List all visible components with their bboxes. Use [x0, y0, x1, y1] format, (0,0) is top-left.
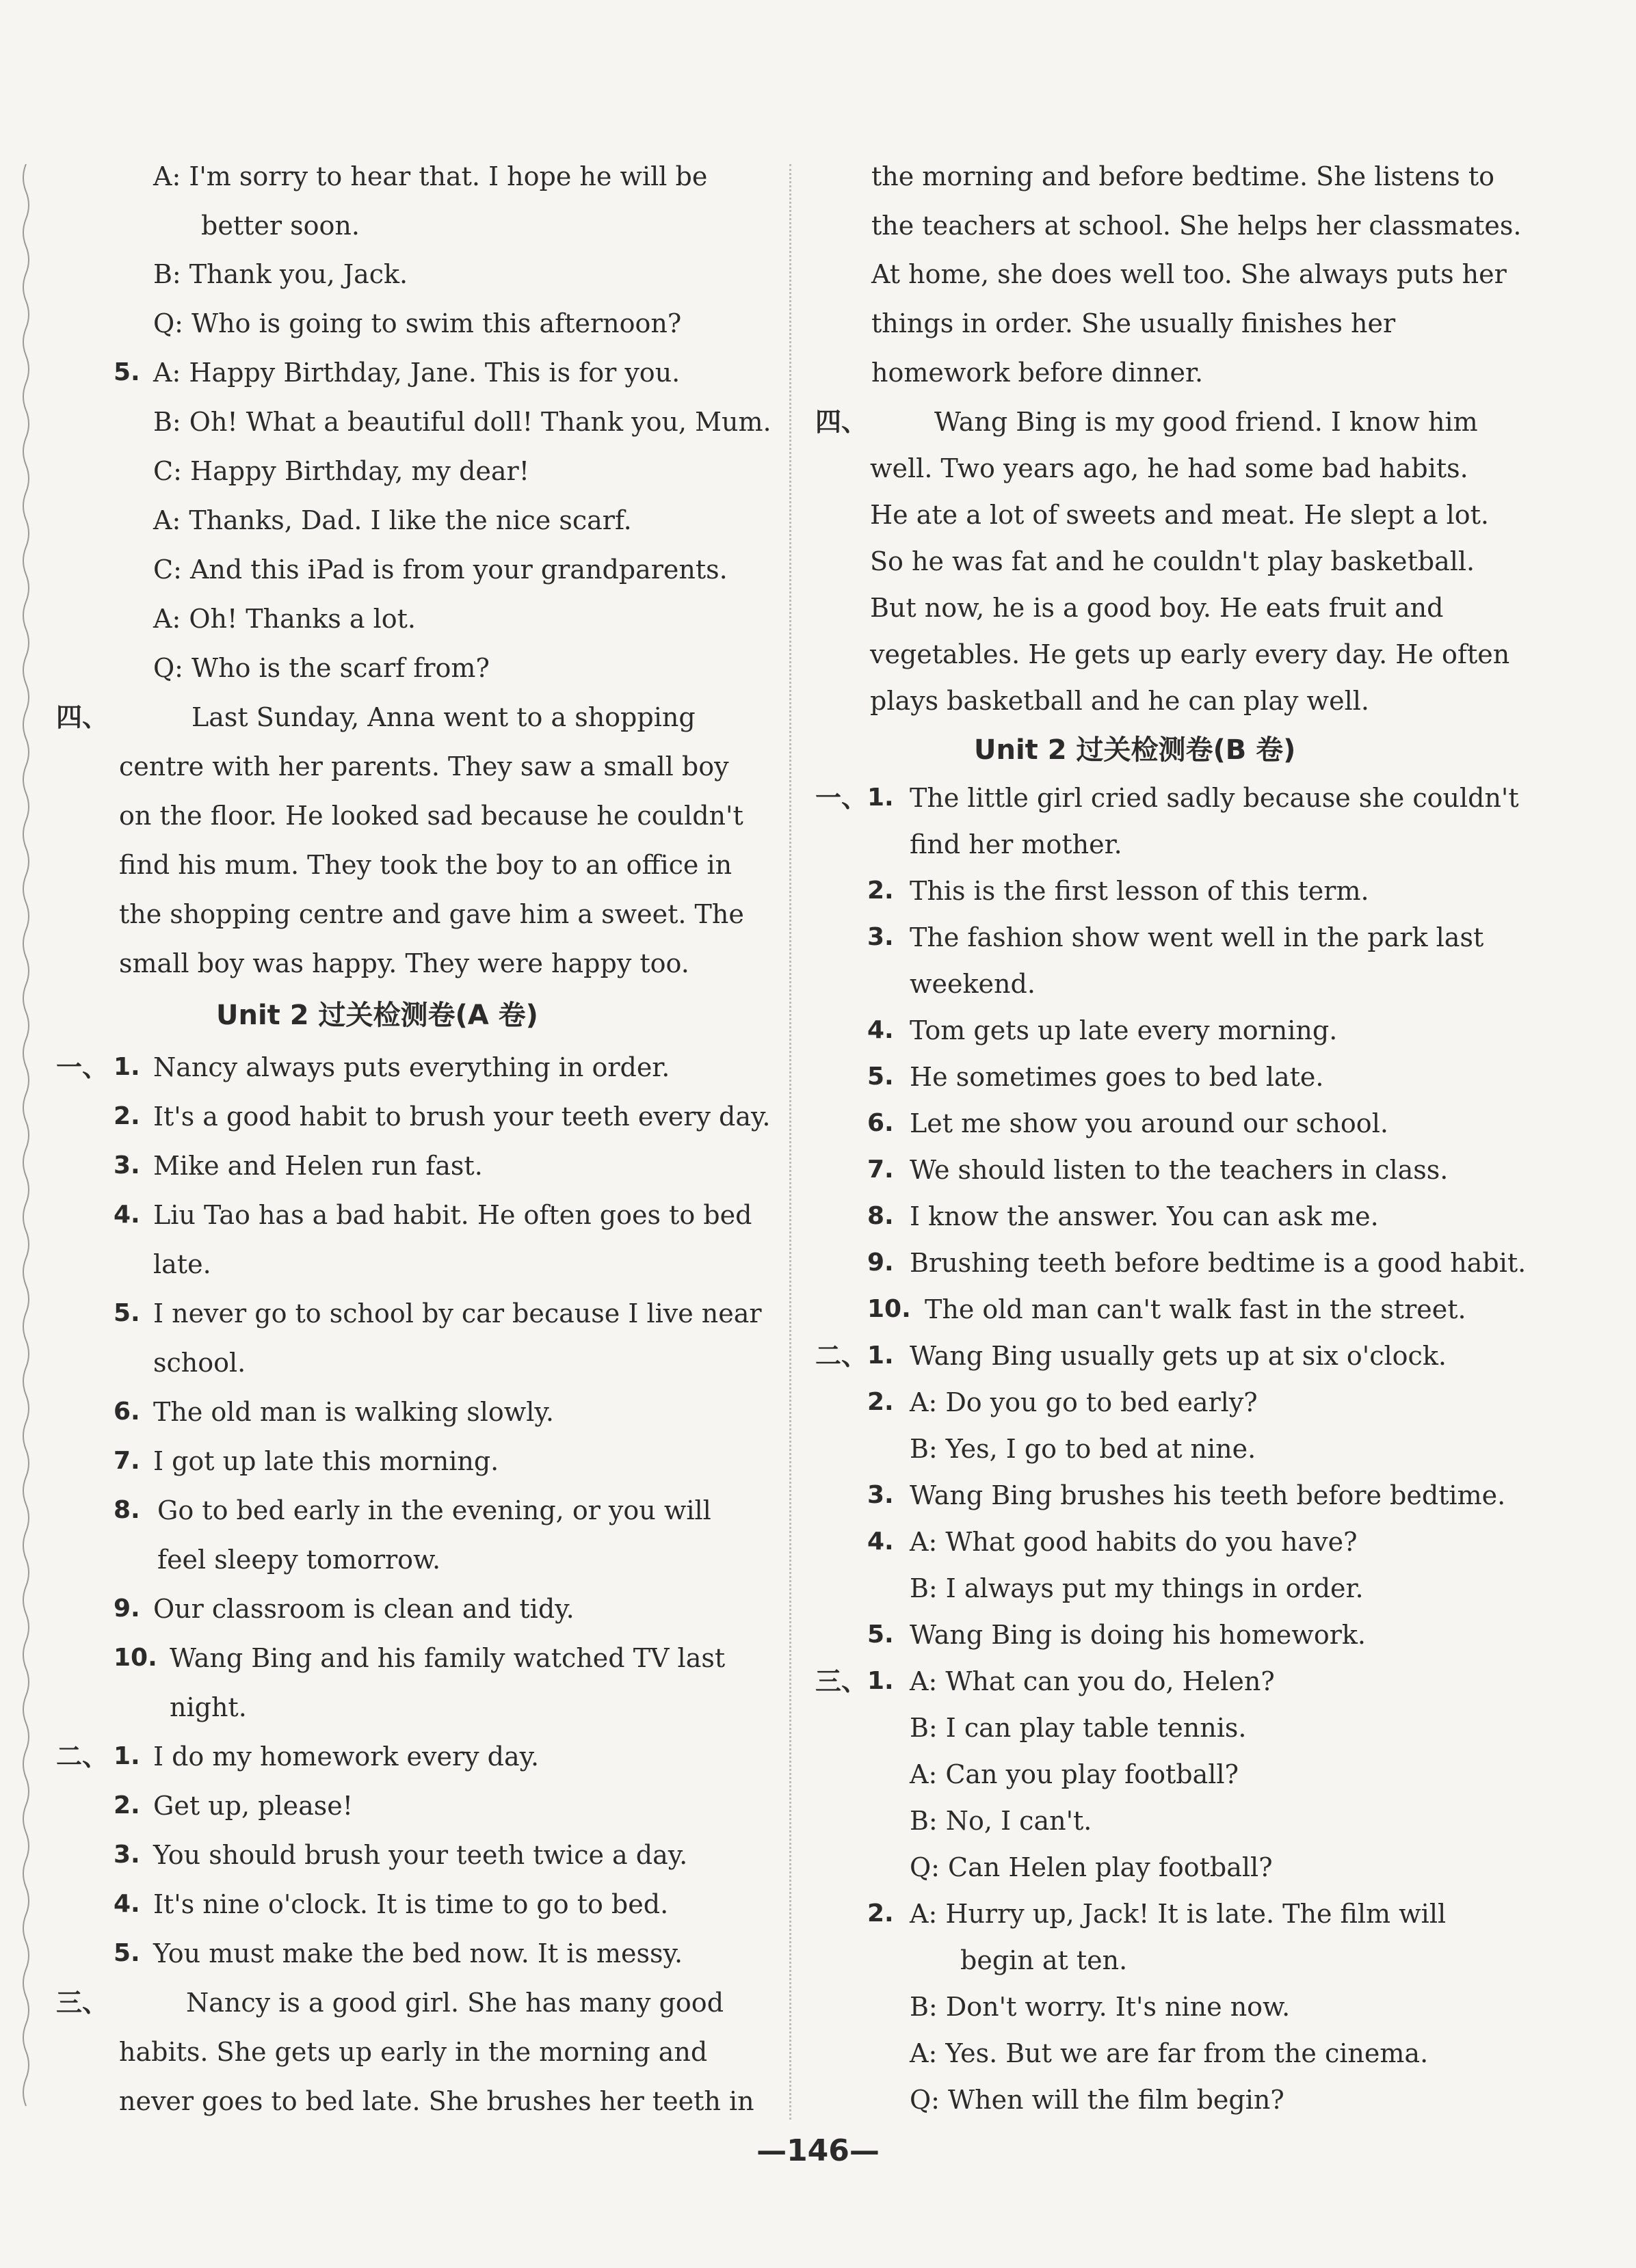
text-line: small boy was happy. They were happy too.: [119, 948, 689, 978]
text-line: Nancy always puts everything in order.: [153, 1052, 670, 1082]
text-line: B: No, I can't.: [910, 1806, 1092, 1836]
text-line: A: Can you play football?: [910, 1759, 1239, 1789]
text-line: things in order. She usually finishes her: [871, 308, 1396, 338]
text-line: The old man is walking slowly.: [153, 1397, 554, 1427]
item-number: 3.: [867, 1481, 894, 1509]
text-line: Q: Who is the scarf from?: [153, 653, 490, 683]
section-marker: 三、: [815, 1666, 868, 1696]
text-line: You should brush your teeth twice a day.: [153, 1840, 688, 1870]
item-number: 1.: [114, 1053, 140, 1081]
text-line: find her mother.: [910, 829, 1122, 859]
text-line: habits. She gets up early in the morning and: [119, 2037, 708, 2067]
text-line: feel sleepy tomorrow.: [157, 1545, 441, 1575]
text-line: A: I'm sorry to hear that. I hope he will be: [153, 161, 708, 191]
text-line: better soon.: [201, 211, 360, 241]
item-number: 2.: [114, 1102, 140, 1130]
text-line: night.: [170, 1692, 247, 1722]
item-number: 1.: [867, 1667, 894, 1695]
text-line: We should listen to the teachers in class.: [910, 1155, 1449, 1185]
text-line: A: Do you go to bed early?: [910, 1387, 1258, 1417]
page-number-value: 146: [787, 2133, 849, 2168]
item-number: 4.: [114, 1890, 140, 1918]
section-marker: 四、: [56, 702, 109, 732]
item-number: 10.: [867, 1295, 911, 1323]
text-line: It's a good habit to brush your teeth every day.: [153, 1102, 771, 1132]
item-number: 2.: [114, 1791, 140, 1819]
text-line: homework before dinner.: [871, 358, 1204, 388]
text-line: Get up, please!: [153, 1791, 354, 1821]
text-line: A: Happy Birthday, Jane. This is for you.: [153, 358, 681, 388]
text-line: find his mum. They took the boy to an office in: [119, 850, 733, 880]
section-marker: 三、: [56, 1988, 109, 2018]
text-line: weekend.: [910, 969, 1035, 999]
text-line: A: Yes. But we are far from the cinema.: [910, 2038, 1429, 2068]
text-line: I know the answer. You can ask me.: [910, 1201, 1379, 1231]
text-line: Wang Bing brushes his teeth before bedtime.: [910, 1480, 1506, 1510]
text-line: never goes to bed late. She brushes her teeth in: [119, 2086, 754, 2116]
text-line: Mike and Helen run fast.: [153, 1151, 483, 1181]
item-number: 4.: [867, 1527, 894, 1556]
item-number: 4.: [114, 1201, 140, 1229]
text-line: This is the first lesson of this term.: [910, 876, 1369, 906]
item-number: 5.: [867, 1620, 894, 1649]
text-line: school.: [153, 1348, 246, 1378]
page-number: —146—: [756, 2133, 880, 2168]
text-line: the shopping centre and gave him a sweet. The: [119, 899, 744, 929]
item-number: 9.: [867, 1249, 894, 1277]
text-line: So he was fat and he couldn't play basketball.: [870, 546, 1475, 576]
text-line: the morning and before bedtime. She listens to: [871, 161, 1494, 191]
item-number: 9.: [114, 1595, 140, 1623]
text-line: B: Yes, I go to bed at nine.: [910, 1434, 1256, 1464]
item-number: 8.: [114, 1496, 140, 1524]
text-line: Wang Bing usually gets up at six o'clock.: [910, 1341, 1447, 1371]
item-number: 6.: [867, 1109, 894, 1137]
text-line: Go to bed early in the evening, or you will: [157, 1495, 711, 1525]
text-line: well. Two years ago, he had some bad habits.: [870, 453, 1468, 483]
text-line: But now, he is a good boy. He eats fruit and: [870, 593, 1444, 623]
text-line: A: Hurry up, Jack! It is late. The film will: [910, 1899, 1447, 1929]
column-divider: [789, 164, 791, 2120]
text-line: You must make the bed now. It is messy.: [153, 1938, 683, 1969]
item-number: 7.: [867, 1156, 894, 1184]
item-number: 5.: [114, 1299, 140, 1327]
text-line: the teachers at school. She helps her classmates.: [871, 211, 1522, 241]
text-line: centre with her parents. They saw a small boy: [119, 751, 729, 782]
item-number: 5.: [114, 358, 140, 386]
section-marker: 一、: [56, 1052, 109, 1082]
text-line: Tom gets up late every morning.: [910, 1015, 1338, 1045]
item-number: 1.: [114, 1742, 140, 1770]
text-line: I got up late this morning.: [153, 1446, 499, 1476]
text-line: B: Oh! What a beautiful doll! Thank you, Mum.: [153, 407, 771, 437]
text-line: A: What good habits do you have?: [910, 1527, 1358, 1557]
item-number: 2.: [867, 1388, 894, 1416]
item-number: 7.: [114, 1447, 140, 1475]
text-line: C: Happy Birthday, my dear!: [153, 456, 529, 486]
text-line: Wang Bing and his family watched TV last: [170, 1643, 726, 1673]
text-line: A: Thanks, Dad. I like the nice scarf.: [153, 505, 632, 535]
text-line: plays basketball and he can play well.: [870, 686, 1369, 716]
item-number: 5.: [114, 1939, 140, 1967]
text-line: A: Oh! Thanks a lot.: [153, 604, 416, 634]
item-number: 2.: [867, 877, 894, 905]
text-line: I do my homework every day.: [153, 1742, 540, 1772]
item-number: 3.: [114, 1151, 140, 1179]
item-number: 3.: [867, 923, 894, 951]
text-line: I never go to school by car because I live near: [153, 1298, 762, 1329]
item-number: 3.: [114, 1841, 140, 1869]
binding-edge: [19, 164, 33, 2120]
section-marker: 二、: [815, 1341, 868, 1371]
section-title: Unit 2 过关检测卷(A 卷): [216, 1000, 538, 1031]
item-number: 5.: [867, 1063, 894, 1091]
text-line: The old man can't walk fast in the street.: [925, 1294, 1466, 1324]
text-line: Wang Bing is doing his homework.: [910, 1620, 1366, 1650]
item-number: 1.: [867, 1342, 894, 1370]
text-line: B: Thank you, Jack.: [153, 259, 408, 289]
section-marker: 一、: [815, 783, 868, 813]
text-line: Q: Can Helen play football?: [910, 1852, 1273, 1882]
text-line: B: I can play table tennis.: [910, 1713, 1247, 1743]
item-number: 8.: [867, 1202, 894, 1230]
text-line: begin at ten.: [960, 1945, 1128, 1975]
text-line: Last Sunday, Anna went to a shopping: [192, 702, 696, 732]
item-number: 4.: [867, 1016, 894, 1044]
text-line: Our classroom is clean and tidy.: [153, 1594, 575, 1624]
text-line: B: Don't worry. It's nine now.: [910, 1992, 1291, 2022]
text-line: late.: [153, 1249, 211, 1279]
section-marker: 四、: [815, 407, 868, 437]
text-line: Let me show you around our school.: [910, 1108, 1388, 1138]
text-line: He sometimes goes to bed late.: [910, 1062, 1324, 1092]
section-marker: 二、: [56, 1742, 109, 1772]
text-line: B: I always put my things in order.: [910, 1573, 1364, 1603]
item-number: 10.: [114, 1644, 157, 1672]
text-line: It's nine o'clock. It is time to go to bed.: [153, 1889, 669, 1919]
text-line: A: What can you do, Helen?: [910, 1666, 1275, 1696]
item-number: 1.: [867, 784, 894, 812]
text-line: He ate a lot of sweets and meat. He slept a lot.: [870, 500, 1489, 530]
text-line: Wang Bing is my good friend. I know him: [934, 407, 1478, 437]
text-line: Q: Who is going to swim this afternoon?: [153, 308, 682, 338]
text-line: Q: When will the film begin?: [910, 2085, 1284, 2115]
text-line: Liu Tao has a bad habit. He often goes to bed: [153, 1200, 752, 1230]
text-line: vegetables. He gets up early every day. He often: [870, 639, 1510, 669]
item-number: 2.: [867, 1899, 894, 1927]
text-line: Brushing teeth before bedtime is a good habit.: [910, 1248, 1527, 1278]
item-number: 6.: [114, 1398, 140, 1426]
text-line: The fashion show went well in the park last: [910, 922, 1484, 952]
text-line: At home, she does well too. She always puts her: [871, 259, 1507, 289]
text-line: Nancy is a good girl. She has many good: [186, 1988, 724, 2018]
text-line: The little girl cried sadly because she couldn't: [910, 783, 1519, 813]
section-title: Unit 2 过关检测卷(B 卷): [974, 734, 1296, 766]
text-line: C: And this iPad is from your grandparents.: [153, 555, 728, 585]
text-line: on the floor. He looked sad because he couldn't: [119, 801, 743, 831]
